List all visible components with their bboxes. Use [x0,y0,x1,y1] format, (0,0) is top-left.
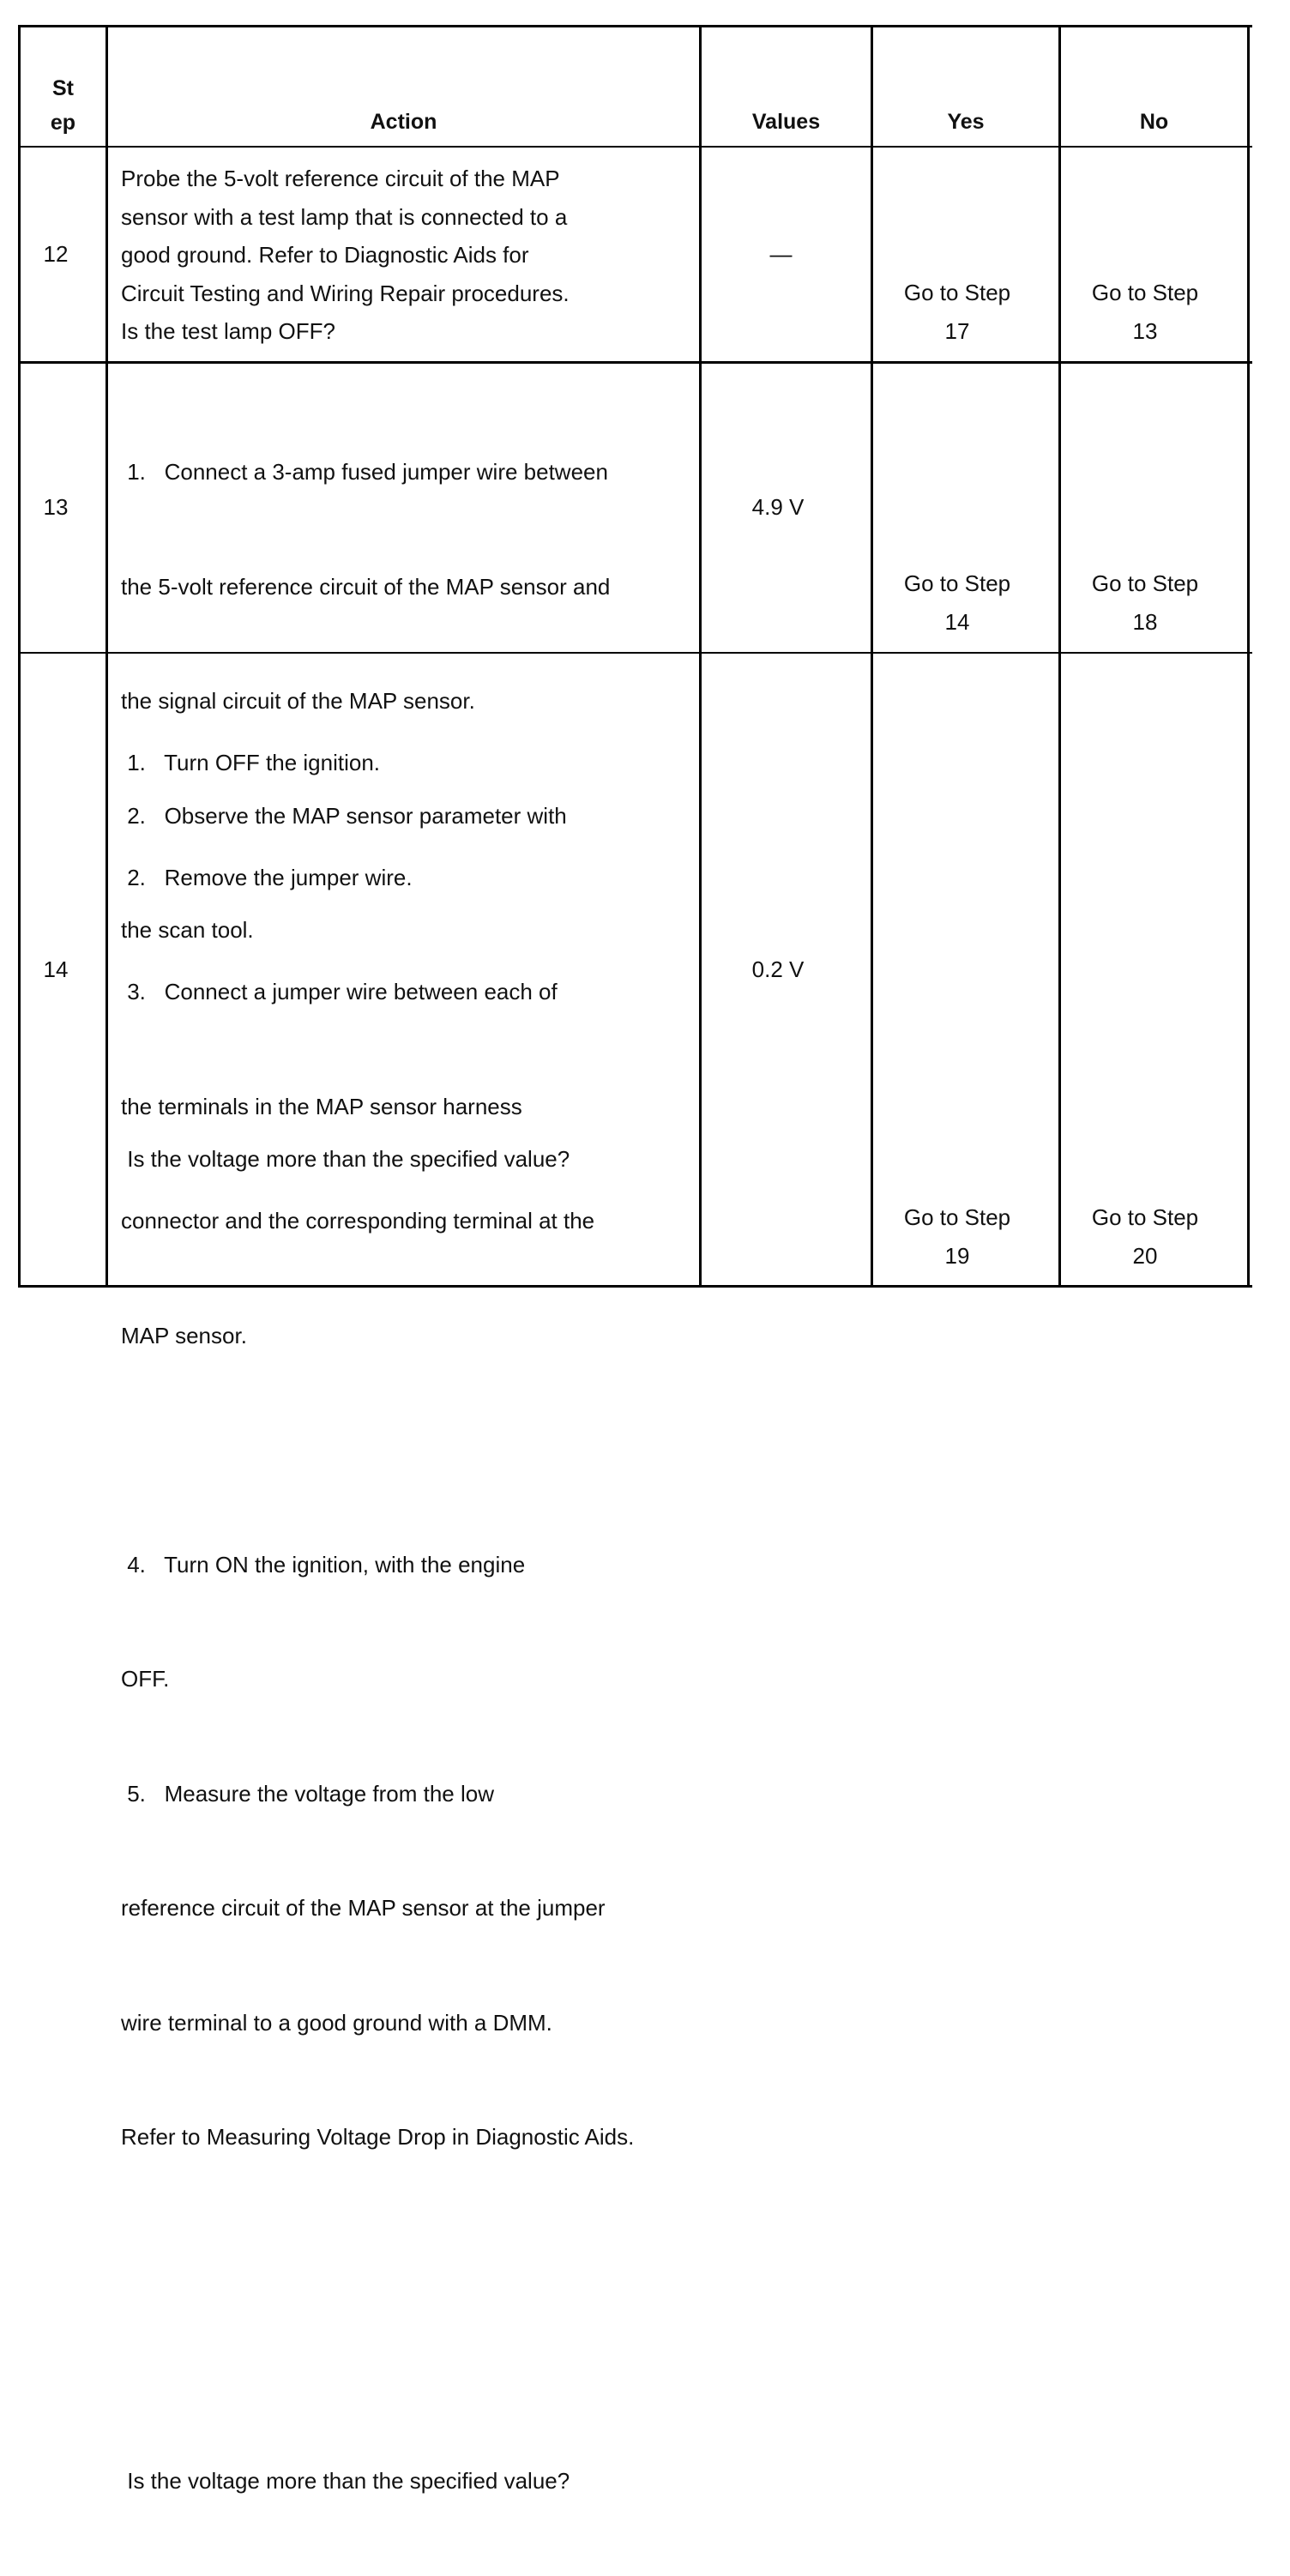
action-line: reference circuit of the MAP sensor at the jumper [121,1895,606,1921]
action-line: 4. Turn ON the ignition, with the engine [121,1551,526,1578]
action-line: Is the voltage more than the specified value? [121,2467,570,2494]
action-line [121,1431,634,1469]
header-no: No [1139,110,1169,134]
action-line: 5. Measure the voltage from the low [121,1780,494,1807]
action-cell [121,667,634,2576]
action-line: wire terminal to a good ground with a DMM. [121,2009,552,2036]
action-line: OFF. [121,1666,170,1692]
action-line [121,2347,634,2386]
header-step [21,71,105,140]
yes-go-to: Go to Step [903,1204,1011,1230]
no-step-number: 18 [1132,608,1158,635]
action-line: 2. Remove the jumper wire. [121,864,413,890]
yes-cell [873,564,1041,641]
action-line: 1. Connect a 3-amp fused jumper wire between [121,459,608,485]
column-divider [871,25,873,1288]
step-number: 14 [43,956,69,982]
no-step-number: 20 [1132,1242,1158,1269]
value-cell: 0.2 V [751,956,805,982]
header-divider [18,146,1252,148]
column-divider [699,25,702,1288]
action-line: 3. Connect a jumper wire between each of [121,979,558,1004]
action-line: Refer to Measuring Voltage Drop in Diagnostic Aids. [121,2124,635,2150]
table-border-right [1247,25,1250,1288]
yes-go-to: Go to Step [903,280,1011,305]
step-number: 13 [43,494,69,520]
yes-step-number: 14 [944,608,970,635]
action-line: the signal circuit of the MAP sensor. [121,688,475,714]
action-line: Is the test lamp OFF? [121,318,335,344]
no-cell [1061,564,1229,641]
yes-cell [873,1198,1041,1275]
action-line: good ground. Refer to Diagnostic Aids for [121,242,529,268]
action-line: sensor with a test lamp that is connected to a [121,203,568,230]
no-cell [1061,274,1229,350]
header-values: Values [751,110,821,134]
yes-cell [873,274,1041,350]
row-divider [18,361,1252,364]
table-border-left [18,25,21,1288]
no-go-to: Go to Step [1091,570,1199,596]
action-line: 1. Turn OFF the ignition. [121,750,381,775]
table-border-top [18,25,1252,27]
action-line [121,2233,634,2271]
yes-go-to: Go to Step [903,570,1011,596]
value-cell: 4.9 V [751,494,805,520]
no-go-to: Go to Step [1091,1204,1199,1230]
header-action: Action [370,110,437,134]
header-yes: Yes [947,110,985,134]
action-line: MAP sensor. [121,1322,247,1348]
yes-step-number: 19 [944,1242,970,1269]
action-cell [121,160,570,351]
step-number: 12 [43,241,69,267]
action-line: the terminals in the MAP sensor harness [121,1093,522,1119]
action-line: the 5-volt reference circuit of the MAP sensor and [121,573,611,600]
no-cell [1061,1198,1229,1275]
action-line: connector and the corresponding terminal at the [121,1208,595,1234]
no-go-to: Go to Step [1091,280,1199,305]
action-line: Is the voltage more than the specified value? [121,1146,570,1172]
column-divider [105,25,108,1288]
value-cell: — [769,241,793,267]
header-step-line2: ep [50,111,76,135]
yes-step-number: 17 [944,317,970,344]
action-line: Circuit Testing and Wiring Repair procedures. [121,280,570,306]
no-step-number: 13 [1132,317,1158,344]
action-line: Probe the 5-volt reference circuit of the MAP [121,166,560,191]
action-line: 2. Observe the MAP sensor parameter with [121,802,567,829]
column-divider [1058,25,1061,1288]
header-step-line1: St [52,76,74,100]
action-line: the scan tool. [121,917,254,943]
